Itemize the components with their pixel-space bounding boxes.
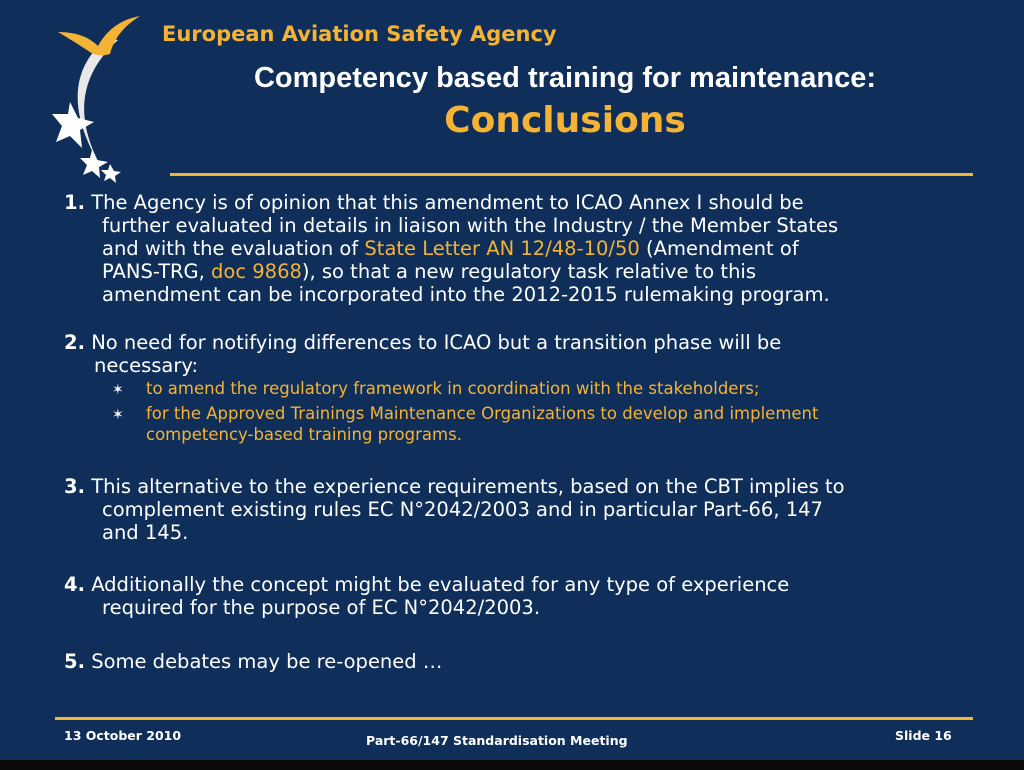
easa-logo: [48, 10, 158, 185]
agency-name: European Aviation Safety Agency: [162, 22, 557, 46]
point-text: Additionally the concept might be evaluated for any type of experience: [91, 573, 790, 596]
slide-subtitle: Conclusions: [444, 100, 686, 141]
footer-date: 13 October 2010: [64, 728, 182, 743]
sub-item-text: to amend the regulatory framework in coordination with the stakeholders;: [146, 379, 760, 398]
point-text: amendment can be incorporated into the 2012-2015 rulemaking program.: [102, 283, 830, 306]
point-number: 2.: [64, 331, 85, 354]
point-text: required for the purpose of EC N°2042/2003.: [102, 596, 541, 619]
bottom-edge: [0, 760, 1024, 770]
point-text: PANS-TRG,: [102, 260, 212, 283]
point-text: further evaluated in details in liaison with the Industry / the Member States: [102, 214, 839, 237]
point-text: ), so that a new regulatory task relative to this: [301, 260, 757, 283]
star-bullet-icon: ✶: [112, 382, 124, 398]
logo-swoosh: [78, 38, 118, 170]
doc-reference: doc 9868: [211, 260, 302, 283]
point-text: and 145.: [102, 521, 189, 544]
point-text: complement existing rules EC N°2042/2003 and in particular Part-66, 147: [102, 498, 823, 521]
footer-meeting: Part-66/147 Standardisation Meeting: [366, 733, 628, 748]
logo-star-small: [101, 164, 121, 183]
logo-star-medium: [80, 150, 108, 178]
footer-divider: [55, 717, 973, 720]
star-bullet-icon: ✶: [112, 407, 124, 423]
point-number: 5.: [64, 650, 85, 673]
footer-slide-number: Slide 16: [895, 728, 952, 743]
point-number: 4.: [64, 573, 85, 596]
point-text: necessary:: [94, 354, 199, 377]
conclusion-point-3: [64, 475, 994, 544]
point-text: (Amendment of: [639, 237, 799, 260]
point-text: The Agency is of opinion that this amendment to ICAO Annex I should be: [91, 191, 804, 214]
point-number: 3.: [64, 475, 85, 498]
sub-item-1: [112, 379, 992, 400]
conclusion-point-5: [64, 650, 994, 673]
point-number: 1.: [64, 191, 85, 214]
sub-item-text: for the Approved Trainings Maintenance Organizations to develop and implement: [146, 404, 819, 423]
point-text: and with the evaluation of: [102, 237, 365, 260]
conclusion-point-4: [64, 573, 994, 619]
point-text: Some debates may be re-opened …: [91, 650, 443, 673]
conclusion-point-1: [64, 191, 994, 306]
slide-title: Competency based training for maintenance:: [253, 62, 876, 94]
state-letter-reference: State Letter AN 12/48-10/50: [364, 237, 640, 260]
sub-item-2: [112, 404, 992, 445]
logo-bird: [58, 16, 140, 55]
point-text: This alternative to the experience requirements, based on the CBT implies to: [91, 475, 845, 498]
point-text: No need for notifying differences to ICAO but a transition phase will be: [91, 331, 782, 354]
title-divider: [170, 173, 973, 176]
conclusion-point-2: [64, 331, 994, 377]
sub-item-text: competency-based training programs.: [146, 425, 462, 444]
